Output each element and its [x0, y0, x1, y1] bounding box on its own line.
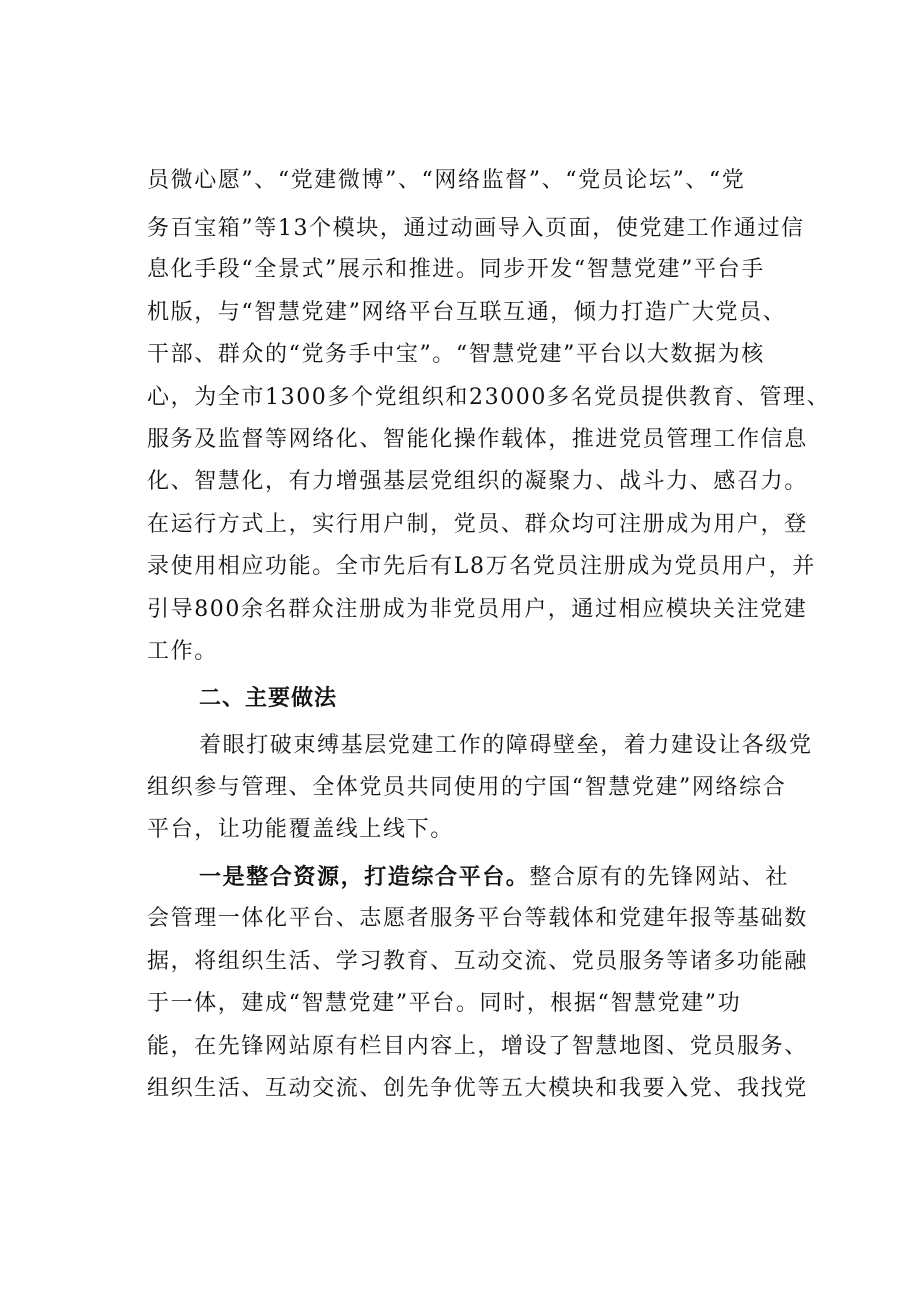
body-line: 能，在先锋网站原有栏目内容上，增设了智慧地图、党员服务、 — [147, 1034, 808, 1059]
body-line: 着眼打破束缚基层党建工作的障碍壁垒，着力建设让各级党 — [199, 733, 813, 758]
body-line: 会管理一体化平台、志愿者服务平台等载体和党建年报等基础数 — [147, 906, 808, 931]
body-line: 录使用相应功能。全市先后有L8万名党员注册成为党员用户，并 — [147, 554, 817, 579]
body-line: 引导800余名群众注册成为非党员用户，通过相应模块关注党建 — [147, 597, 808, 622]
subheading-bold: 一是整合资源，打造综合平台。 — [199, 864, 530, 890]
body-line: 在运行方式上，实行用户制，党员、群众均可注册成为用户，登 — [147, 512, 808, 537]
body-line: 机版，与“智慧党建”网络平台互联互通，倾力打造广大党员、 — [147, 300, 787, 325]
body-line: 务百宝箱”等13个模块，通过动画导入页面，使党建工作通过信 — [147, 216, 805, 241]
body-line: 服务及监督等网络化、智能化操作载体，推进党员管理工作信息 — [147, 427, 808, 452]
body-line: 组织生活、互动交流、创先争优等五大模块和我要入党、我找党 — [147, 1076, 808, 1101]
body-line: 心，为全市1300多个党组织和23000多名党员提供教育、管理、 — [147, 385, 831, 410]
subheading-line — [199, 862, 789, 893]
body-line: 干部、群众的“党务手中宝”。“智慧党建”平台以大数据为核 — [147, 342, 765, 367]
body-line: 化、智慧化，有力增强基层党组织的凝聚力、战斗力、感召力。 — [147, 469, 808, 494]
body-line: 平台，让功能覆盖线上线下。 — [147, 817, 454, 842]
subheading-text: 整合原有的先锋网站、社 — [529, 865, 790, 890]
body-line: 于一体，建成“智慧党建”平台。同时，根据“智慧党建”功 — [147, 991, 742, 1016]
body-line: 息化手段“全景式”展示和推进。同步开发“智慧党建”平台手 — [147, 257, 765, 282]
body-line: 员微心愿”、“党建微博”、“网络监督”、“党员论坛”、“党 — [147, 168, 746, 193]
body-line: 工作。 — [147, 639, 218, 664]
body-line: 据，将组织生活、学习教育、互动交流、党员服务等诸多功能融 — [147, 949, 808, 974]
body-line: 组织参与管理、全体党员共同使用的宁国“智慧党建”网络综合 — [147, 775, 787, 800]
section-heading: 二、主要做法 — [199, 686, 338, 711]
